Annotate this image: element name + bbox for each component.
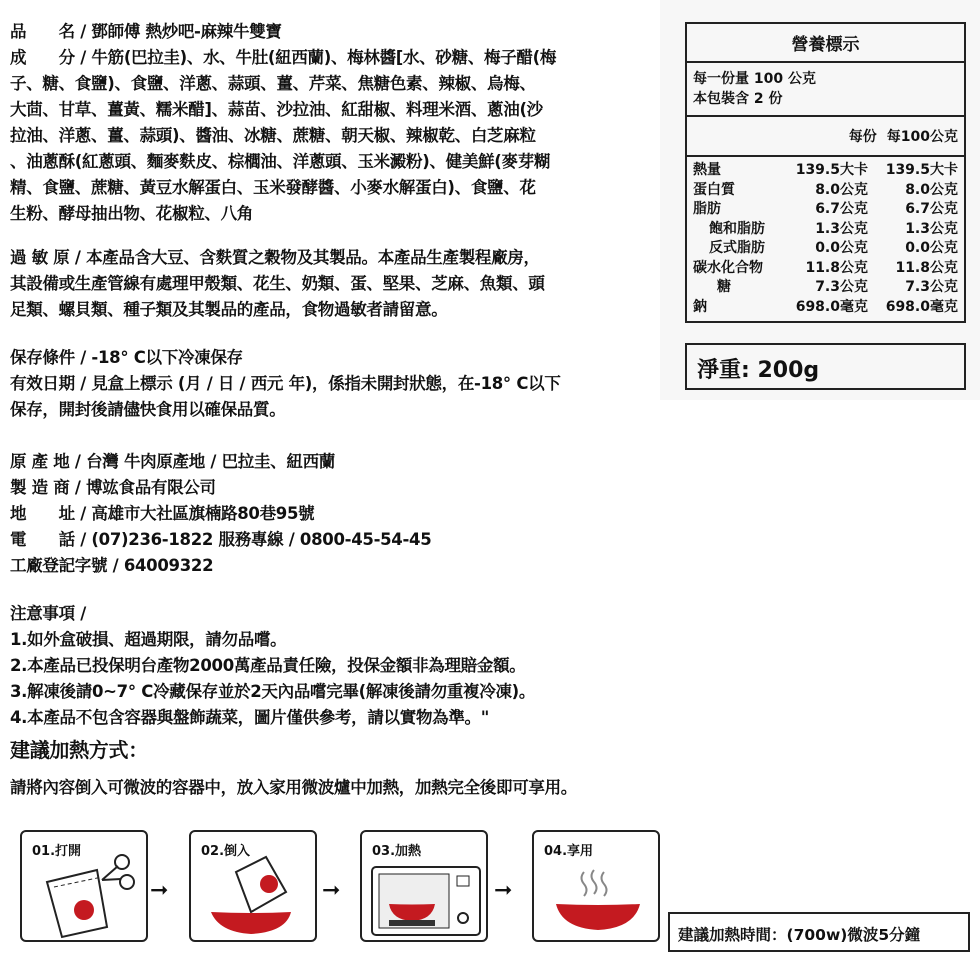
heating-time: 建議加熱時間：(700w)微波5分鐘	[668, 912, 970, 952]
nutrient-name: 熱量	[693, 162, 721, 178]
nutrient-name: 飽和脂肪	[709, 220, 765, 237]
value-per-100g: 698.0毫克	[885, 298, 958, 315]
text-line: 、油蔥酥(紅蔥頭、麵麥麩皮、棕櫚油、洋蔥頭、玉米澱粉)、健美鮮(麥芽糊	[10, 152, 551, 171]
text-line: 成 分 / 牛筋(巴拉圭)、水、牛肚(紐西蘭)、梅林醬[水、砂糖、梅子醋(梅	[10, 48, 557, 67]
nutrient-name: 碳水化合物	[693, 259, 763, 276]
value-per-serving: 7.3公克	[815, 279, 868, 295]
text-line: 子、糖、食鹽)、食鹽、洋蔥、蒜頭、薑、芹菜、焦糖色素、辣椒、烏梅、	[10, 74, 536, 93]
nutrition-row	[693, 239, 958, 259]
text-line: 地 址 / 高雄市大社區旗楠路80巷95號	[10, 504, 315, 523]
value-per-serving: 698.0毫克	[795, 298, 868, 315]
text-line: 有效日期 / 見盒上標示 (月 / 日 / 西元 年)，係指未開封狀態，在-18° C以下	[10, 374, 561, 393]
step-heat	[360, 830, 488, 942]
text-line: 4.本產品不包含容器與盤飾蔬菜，圖片僅供參考，請以實物為準。"	[10, 708, 490, 727]
value-per-100g: 8.0公克	[905, 181, 958, 198]
nutrient-name: 反式脂肪	[709, 240, 765, 256]
text-line: 大茴、甘草、薑黃、糯米醋]、蒜苗、沙拉油、紅甜椒、料理米酒、蔥油(沙	[10, 100, 543, 119]
text-line: 生粉、酵母抽出物、花椒粒、八角	[10, 204, 254, 223]
value-per-100g: 1.3公克	[905, 220, 958, 237]
nutrition-row	[693, 161, 958, 181]
nutrient-name: 脂肪	[693, 201, 721, 217]
col-per-serving: 每份	[848, 129, 877, 145]
product-name: 品 名 / 鄧師傅 熱炒吧-麻辣牛雙寶	[10, 22, 282, 41]
value-per-serving: 11.8公克	[805, 259, 868, 276]
text-line: 其設備或生產管線有處理甲殼類、花生、奶類、蛋、堅果、芝麻、魚類、頭	[10, 274, 545, 293]
text-line: 保存條件 / -18° C以下冷凍保存	[10, 348, 243, 367]
text-line: 拉油、洋蔥、薑、蒜頭)、醬油、冰糖、蔗糖、朝天椒、辣椒乾、白芝麻粒	[10, 126, 536, 145]
nutrition-row	[693, 220, 958, 240]
value-per-100g: 11.8公克	[895, 259, 958, 276]
step-enjoy	[532, 830, 660, 942]
col-per-100g: 每100公克	[886, 129, 958, 145]
text-line: 1.如外盒破損、超過期限，請勿品嚐。	[10, 630, 287, 649]
nutrition-row	[693, 298, 958, 318]
text-line: 注意事項 /	[10, 604, 86, 623]
arrow-icon: ➞	[322, 878, 341, 903]
value-per-100g: 6.7公克	[905, 201, 958, 217]
text-line: 足類、螺貝類、種子類及其製品的產品，食物過敏者請留意。	[10, 300, 448, 319]
value-per-serving: 139.5大卡	[795, 162, 868, 178]
step-open	[20, 830, 148, 942]
value-per-100g: 0.0公克	[905, 240, 958, 256]
nutrition-row	[693, 278, 958, 298]
nutrient-name: 蛋白質	[693, 181, 735, 198]
nutrient-name: 糖	[717, 279, 731, 295]
nutrition-title: 營養標示	[687, 24, 964, 63]
nutrition-row	[693, 259, 958, 279]
value-per-100g: 139.5大卡	[885, 162, 958, 178]
text-line: 保存，開封後請儘快食用以確保品質。	[10, 400, 286, 419]
value-per-serving: 6.7公克	[815, 201, 868, 217]
heating-instruction: 請將內容倒入可微波的容器中，放入家用微波爐中加熱，加熱完全後即可享用。	[10, 778, 578, 797]
servings-per-pack: 本包裝含 2 份	[693, 91, 783, 107]
text-line: 工廠登記字號 / 64009322	[10, 556, 214, 575]
pour-bowl-icon	[191, 832, 319, 944]
nutrition-table	[685, 22, 966, 323]
value-per-serving: 0.0公克	[815, 240, 868, 256]
step-pour	[189, 830, 317, 942]
step-label: 04.享用	[544, 844, 594, 859]
net-weight: 淨重: 200g	[685, 343, 966, 390]
serving-size: 每一份量 100 公克	[693, 71, 816, 87]
step-label: 03.加熱	[372, 844, 422, 859]
heating-title: 建議加熱方式：	[10, 738, 148, 762]
microwave-icon	[362, 832, 490, 944]
nutrition-row	[693, 181, 958, 201]
text-line: 精、食鹽、蔗糖、黃豆水解蛋白、玉米發酵醬、小麥水解蛋白)、食鹽、花	[10, 178, 536, 197]
text-line: 2.本產品已投保明台產物2000萬產品責任險，投保金額非為理賠金額。	[10, 656, 526, 675]
step-label: 01.打開	[32, 844, 82, 859]
step-label: 02.倒入	[201, 844, 251, 859]
scissors-bag-icon	[22, 832, 150, 944]
arrow-icon: ➞	[494, 878, 513, 903]
arrow-icon: ➞	[150, 878, 169, 903]
text-line: 製 造 商 / 博竑食品有限公司	[10, 478, 216, 497]
value-per-serving: 1.3公克	[815, 220, 868, 237]
text-line: 過 敏 原 / 本產品含大豆、含麩質之穀物及其製品。本產品生產製程廠房，	[10, 248, 540, 267]
text-line: 電 話 / (07)236-1822 服務專線 / 0800-45-54-45	[10, 530, 432, 549]
text-line: 原 產 地 / 台灣 牛肉原產地 / 巴拉圭、紐西蘭	[10, 452, 335, 471]
value-per-serving: 8.0公克	[815, 181, 868, 198]
text-line: 3.解凍後請0~7° C冷藏保存並於2天內品嚐完畢(解凍後請勿重複冷凍)。	[10, 682, 536, 701]
value-per-100g: 7.3公克	[905, 279, 958, 295]
nutrient-name: 鈉	[693, 298, 707, 315]
nutrition-row	[693, 200, 958, 220]
steaming-bowl-icon	[534, 832, 662, 944]
